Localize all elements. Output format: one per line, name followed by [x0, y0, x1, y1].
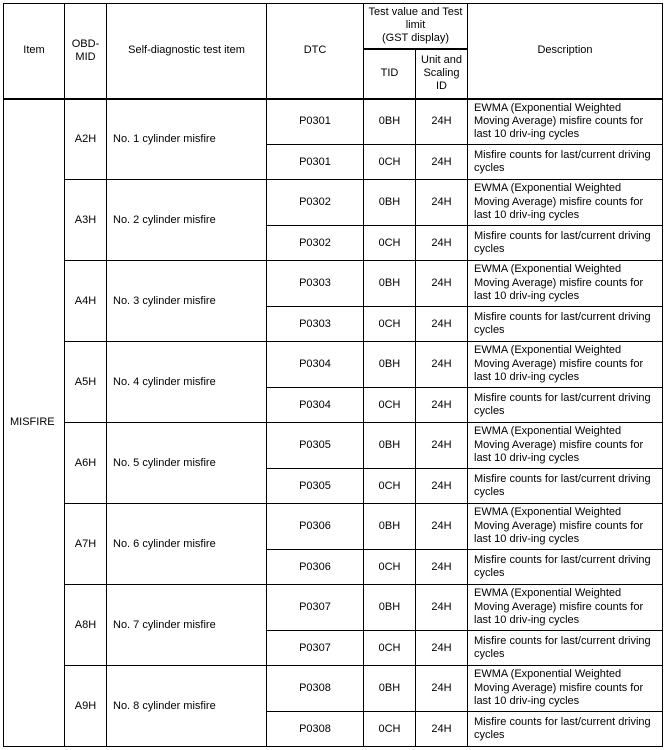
header-test-value-label: Test value and Test limit (GST display) [368, 6, 463, 45]
description-cell: Misfire counts for last/current driving cycles [468, 226, 663, 261]
test-item-cell: No. 7 cylinder misfire [107, 585, 267, 666]
header-unit-scaling [416, 49, 468, 99]
tid-cell: 0BH [364, 99, 416, 145]
description-cell: Misfire counts for last/current driving cycles [468, 631, 663, 666]
unit-scaling-cell: 24H [416, 180, 468, 226]
tid-cell: 0BH [364, 180, 416, 226]
description-cell: Misfire counts for last/current driving cycles [468, 712, 663, 747]
description-cell: Misfire counts for last/current driving cycles [468, 388, 663, 423]
test-item-cell: No. 8 cylinder misfire [107, 666, 267, 747]
header-item: Item [4, 4, 65, 99]
obd-mid-cell: A4H [65, 261, 107, 342]
table-row [4, 585, 663, 631]
table-row [4, 504, 663, 550]
table-row [4, 423, 663, 469]
unit-scaling-cell: 24H [416, 666, 468, 712]
misfire-test-table [3, 3, 663, 747]
obd-mid-cell: A2H [65, 99, 107, 180]
dtc-cell: P0306 [267, 504, 364, 550]
table-row [4, 99, 663, 145]
table-row [4, 666, 663, 712]
header-unit-scaling-label: Unit and Scaling ID [421, 54, 462, 92]
description-cell: EWMA (Exponential Weighted Moving Average) misfire counts for last 10 driv-ing cycles [468, 423, 663, 469]
description-cell: Misfire counts for last/current driving cycles [468, 307, 663, 342]
obd-mid-cell: A8H [65, 585, 107, 666]
obd-mid-cell: A6H [65, 423, 107, 504]
description-cell: EWMA (Exponential Weighted Moving Average) misfire counts for last 10 driv-ing cycles [468, 585, 663, 631]
dtc-cell: P0308 [267, 712, 364, 747]
tid-cell: 0CH [364, 631, 416, 666]
dtc-cell: P0305 [267, 423, 364, 469]
unit-scaling-cell: 24H [416, 423, 468, 469]
unit-scaling-cell: 24H [416, 99, 468, 145]
table-body [4, 99, 663, 747]
description-cell: EWMA (Exponential Weighted Moving Average) misfire counts for last 10 driv-ing cycles [468, 261, 663, 307]
test-item-cell: No. 4 cylinder misfire [107, 342, 267, 423]
header-test-value-group [364, 4, 468, 49]
obd-mid-cell: A3H [65, 180, 107, 261]
description-cell: Misfire counts for last/current driving cycles [468, 550, 663, 585]
dtc-cell: P0307 [267, 631, 364, 666]
unit-scaling-cell: 24H [416, 504, 468, 550]
unit-scaling-cell: 24H [416, 388, 468, 423]
description-cell: EWMA (Exponential Weighted Moving Average) misfire counts for last 10 driv-ing cycles [468, 504, 663, 550]
description-cell: EWMA (Exponential Weighted Moving Average) misfire counts for last 10 driv-ing cycles [468, 180, 663, 226]
dtc-cell: P0303 [267, 307, 364, 342]
tid-cell: 0BH [364, 585, 416, 631]
dtc-cell: P0301 [267, 145, 364, 180]
item-misfire: MISFIRE [4, 99, 65, 747]
header-dtc: DTC [267, 4, 364, 99]
dtc-cell: P0304 [267, 342, 364, 388]
dtc-cell: P0301 [267, 99, 364, 145]
dtc-cell: P0305 [267, 469, 364, 504]
tid-cell: 0BH [364, 504, 416, 550]
unit-scaling-cell: 24H [416, 585, 468, 631]
description-cell: Misfire counts for last/current driving cycles [468, 469, 663, 504]
dtc-cell: P0306 [267, 550, 364, 585]
description-cell: Misfire counts for last/current driving cycles [468, 145, 663, 180]
dtc-cell: P0308 [267, 666, 364, 712]
tid-cell: 0CH [364, 469, 416, 504]
description-cell: EWMA (Exponential Weighted Moving Average) misfire counts for last 10 driv-ing cycles [468, 342, 663, 388]
table-row [4, 342, 663, 388]
header-description: Description [468, 4, 663, 99]
tid-cell: 0CH [364, 388, 416, 423]
test-item-cell: No. 5 cylinder misfire [107, 423, 267, 504]
tid-cell: 0BH [364, 423, 416, 469]
unit-scaling-cell: 24H [416, 307, 468, 342]
dtc-cell: P0302 [267, 180, 364, 226]
description-cell: EWMA (Exponential Weighted Moving Average) misfire counts for last 10 driv-ing cycles [468, 666, 663, 712]
unit-scaling-cell: 24H [416, 469, 468, 504]
table-row [4, 180, 663, 226]
header-test-item: Self-diagnostic test item [107, 4, 267, 99]
tid-cell: 0BH [364, 261, 416, 307]
tid-cell: 0CH [364, 145, 416, 180]
dtc-cell: P0304 [267, 388, 364, 423]
dtc-cell: P0307 [267, 585, 364, 631]
tid-cell: 0CH [364, 712, 416, 747]
description-cell: EWMA (Exponential Weighted Moving Average) misfire counts for last 10 driv-ing cycles [468, 99, 663, 145]
obd-mid-cell: A5H [65, 342, 107, 423]
tid-cell: 0CH [364, 226, 416, 261]
tid-cell: 0BH [364, 666, 416, 712]
unit-scaling-cell: 24H [416, 550, 468, 585]
tid-cell: 0CH [364, 550, 416, 585]
header-obd-mid-label: OBD- MID [71, 37, 100, 63]
unit-scaling-cell: 24H [416, 145, 468, 180]
test-item-cell: No. 2 cylinder misfire [107, 180, 267, 261]
unit-scaling-cell: 24H [416, 261, 468, 307]
obd-mid-cell: A9H [65, 666, 107, 747]
dtc-cell: P0303 [267, 261, 364, 307]
obd-mid-cell: A7H [65, 504, 107, 585]
header-tid: TID [364, 49, 416, 99]
tid-cell: 0CH [364, 307, 416, 342]
unit-scaling-cell: 24H [416, 631, 468, 666]
unit-scaling-cell: 24H [416, 226, 468, 261]
unit-scaling-cell: 24H [416, 712, 468, 747]
tid-cell: 0BH [364, 342, 416, 388]
test-item-cell: No. 6 cylinder misfire [107, 504, 267, 585]
test-item-cell: No. 1 cylinder misfire [107, 99, 267, 180]
dtc-cell: P0302 [267, 226, 364, 261]
table-row [4, 261, 663, 307]
header-obd-mid [65, 4, 107, 99]
test-item-cell: No. 3 cylinder misfire [107, 261, 267, 342]
unit-scaling-cell: 24H [416, 342, 468, 388]
